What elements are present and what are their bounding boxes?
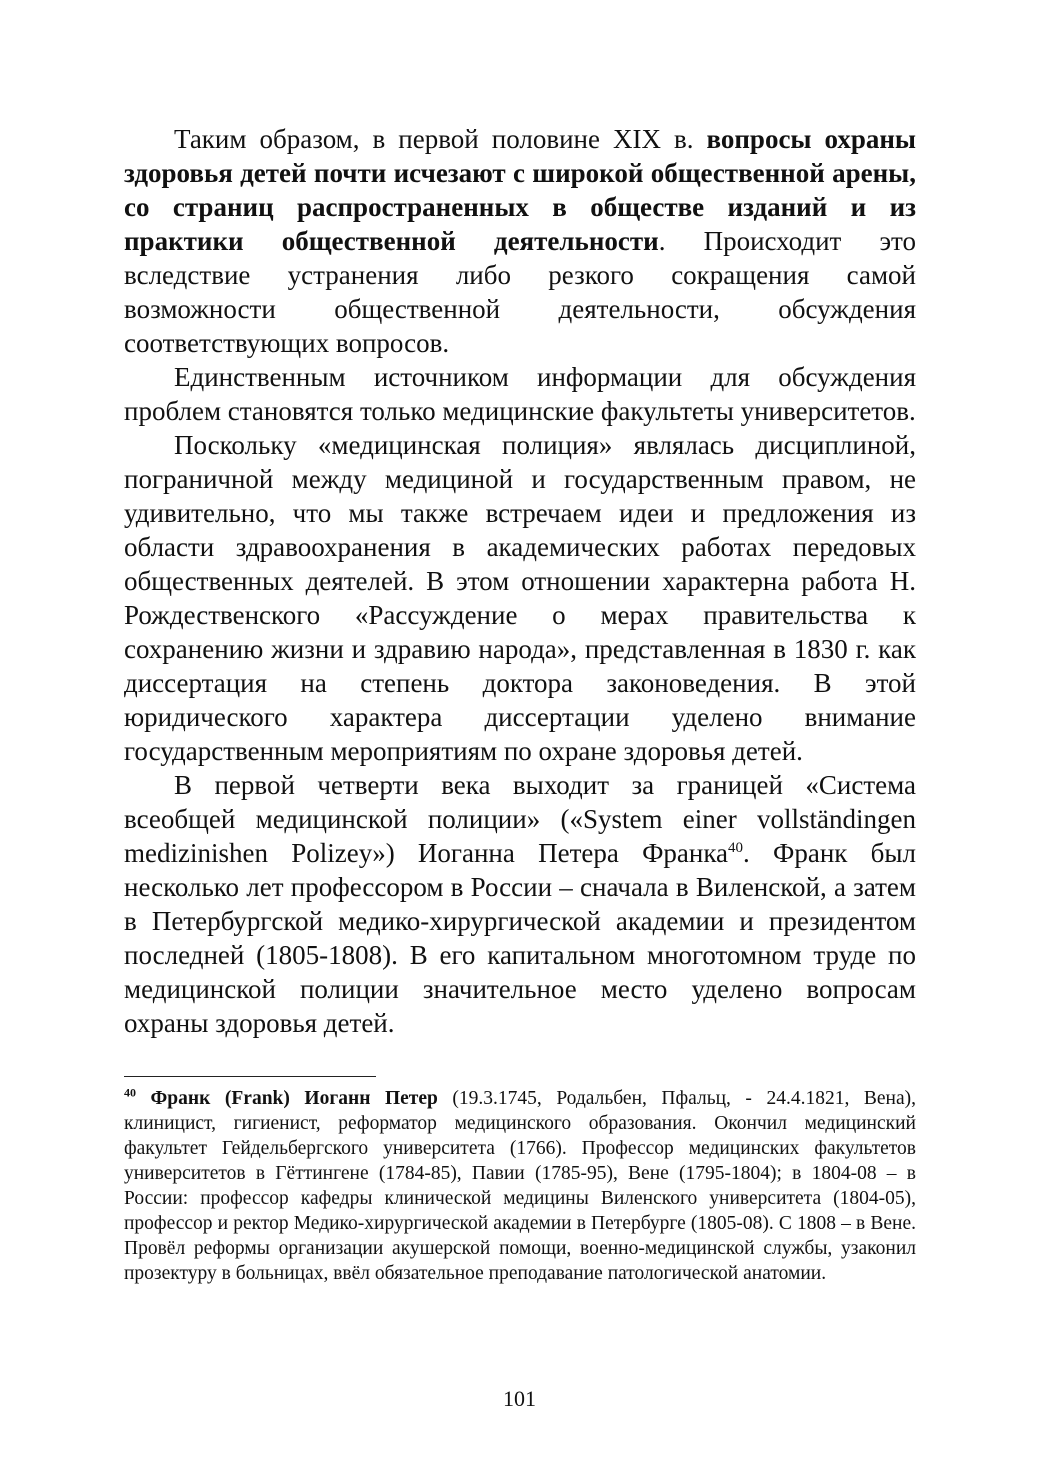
paragraph-2: Единственным источником информации для обсуждения проблем становятся только медицинские факультеты университетов. [124,362,916,426]
paragraph-1-bold: вопросы охраны здоровья детей почти исчезают с широкой общественной арены, со страниц распространенных в обществе изданий и из практики общественной деятельности [124,124,916,256]
paragraph-1-rest: . Происходит это вследствие устранения либо резкого сокращения самой возможности общественной деятельности, обсуждения соответствующих вопросов. [124,226,916,358]
paragraph-1 [124,122,916,360]
footnote-name: Франк (Frank) Иоганн Петер [150,1088,438,1109]
footnote-divider [124,1076,376,1077]
footnote [124,1086,916,1286]
paragraph-1-intro: Таким образом, в первой половине XIX в. [174,124,707,154]
paragraph-4-after: . Франк был несколько лет профессором в России – сначала в Виленской, а затем в Петербургской медико-хирургической академии и президентом последней (1805-1808). В его капитальном многотомном труде по медицинской полиции значительное место уделено вопросам охраны здоровья детей. [124,838,917,1038]
main-text [124,122,916,1040]
paragraph-3: Поскольку «медицинская полиция» являлась дисциплиной, пограничной между медициной и государственным правом, не удивительно, что мы также встречаем идеи и предложения из области здравоохранения в академических работах передовых общественных деятелей. В этом отношении характерна работа Н. Рождественского «Рассуждение о мерах правительства к сохранению жизни и здравию народа», представленная в 1830 г. как диссертация на степень доктора законоведения. В этой юридического характера диссертации уделено внимание государственным мероприятиям по охране здоровья детей. [124,430,916,766]
paragraph-4-before: В первой четверти века выходит за границей «Система всеобщей медицинской полиции» («System einer vollständingen medizinishen Polizey») Иоганна Петера Франка [124,770,916,868]
footnote-number: 40 [124,1085,136,1100]
page-number: 101 [503,1386,536,1411]
footnote-reference[interactable]: 40 [728,840,744,856]
footnote-text: (19.3.1745, Родальбен, Пфальц, - 24.4.1821, Вена), клиницист, гигиенист, реформатор медицинского образования. Окончил медицинский факультет Гейдельбергского университета (1766). Профессор медицинских факультетов университетов в Гёттингене (1784-85), Павии (1785-95), Вене (1795-1804); в 1804-08 – в России: профессор кафедры клинической медицины Виленского университета (1804-05), профессор и ректор Медико-хирургической академии в Петербурге (1805-08). С 1808 – в Вене. Провёл реформы организации акушерской помощи, военно-медицинской службы, узаконил прозектуру в больницах, ввёл обязательное преподавание патологической анатомии. [124,1088,917,1284]
paragraph-4 [124,768,916,1040]
